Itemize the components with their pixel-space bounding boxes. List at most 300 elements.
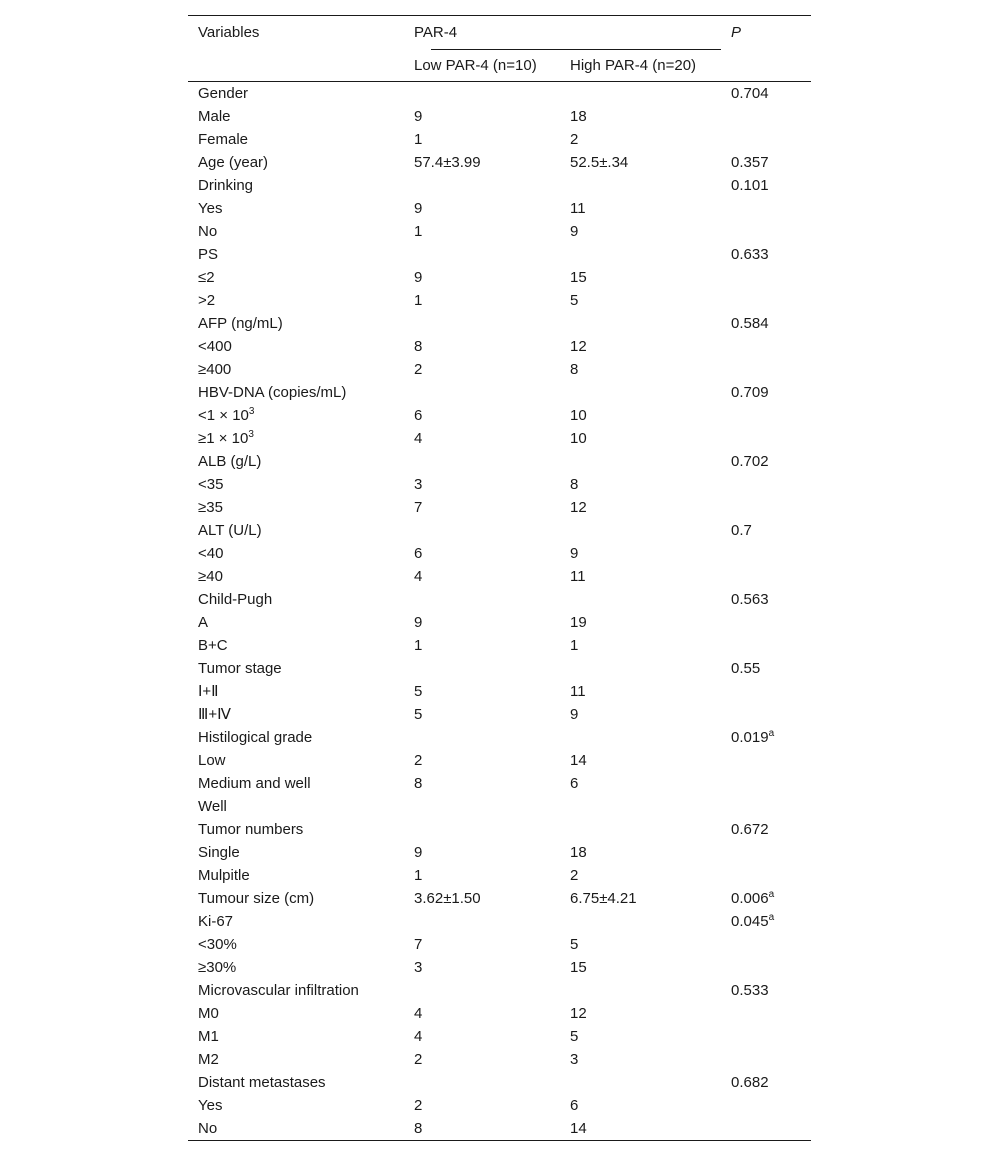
row-label-text: Gender	[198, 85, 249, 102]
row-label-text: Child-Pugh	[198, 591, 273, 608]
row-label	[188, 519, 404, 542]
high-par4-value	[560, 519, 721, 542]
table-row	[188, 657, 811, 680]
row-label	[188, 335, 404, 358]
p-value	[721, 795, 811, 818]
low-par4-value	[404, 726, 560, 749]
p-value	[721, 1071, 811, 1094]
p-value	[721, 1002, 811, 1025]
p-value	[721, 979, 811, 1002]
p-value	[721, 427, 811, 450]
table-row	[188, 979, 811, 1002]
high-par4-value	[560, 726, 721, 749]
significance-marker: a	[768, 889, 775, 900]
p-value	[721, 933, 811, 956]
high-par4-value: 5	[570, 292, 579, 309]
low-par4-value: 6	[414, 545, 423, 562]
row-label	[188, 151, 404, 174]
row-label-text: M2	[198, 1051, 219, 1068]
row-label	[188, 381, 404, 404]
row-label-text: >2	[198, 292, 216, 309]
table-row	[188, 473, 811, 496]
low-par4-value: 1	[414, 867, 423, 884]
high-par4-value: 18	[570, 844, 587, 861]
table-row	[188, 404, 811, 427]
high-par4-value	[560, 588, 721, 611]
table-row	[188, 887, 811, 910]
low-par4-value	[404, 174, 560, 197]
row-label	[188, 841, 404, 864]
row-label-text: Single	[198, 844, 240, 861]
row-label-text: <30%	[198, 936, 237, 953]
row-label-text: No	[198, 223, 218, 240]
row-label-text: Ⅲ+Ⅳ	[198, 706, 231, 723]
low-par4-value: 5	[414, 683, 423, 700]
row-label	[188, 289, 404, 312]
p-value-text: 0.563	[731, 591, 769, 608]
p-value	[721, 266, 811, 289]
label-superscript: 3	[248, 406, 255, 417]
p-value	[721, 680, 811, 703]
low-par4-value: 1	[414, 637, 423, 654]
table-body	[188, 82, 811, 1141]
p-value-text: 0.357	[731, 154, 769, 171]
p-value	[721, 887, 811, 910]
row-label	[188, 933, 404, 956]
row-label	[188, 864, 404, 887]
row-label-text: M1	[198, 1028, 219, 1045]
p-value	[721, 128, 811, 151]
table-row	[188, 105, 811, 128]
header-low-par4: Low PAR-4 (n=10)	[404, 49, 560, 82]
row-label	[188, 657, 404, 680]
p-value-text: 0.704	[731, 85, 769, 102]
row-label-text: Female	[198, 131, 249, 148]
p-value-text: 0.584	[731, 315, 769, 332]
table-row	[188, 749, 811, 772]
low-par4-value	[404, 818, 560, 841]
p-value	[721, 496, 811, 519]
p-value	[721, 864, 811, 887]
high-par4-value: 14	[560, 1117, 721, 1141]
p-value	[721, 335, 811, 358]
high-par4-value: 5	[570, 936, 579, 953]
row-label-text: ≤2	[198, 269, 215, 286]
row-label	[188, 358, 404, 381]
high-par4-value: 2	[570, 867, 579, 884]
header-high-par4: High PAR-4 (n=20)	[560, 49, 721, 82]
high-par4-value: 8	[570, 361, 579, 378]
low-par4-value: 9	[414, 200, 423, 217]
row-label-text: No	[198, 1120, 218, 1137]
table-row	[188, 1048, 811, 1071]
table-row	[188, 772, 811, 795]
table-row	[188, 519, 811, 542]
p-value	[721, 703, 811, 726]
p-value	[721, 151, 811, 174]
high-par4-value: 6	[570, 775, 579, 792]
row-label	[188, 1048, 404, 1071]
row-label	[188, 174, 404, 197]
row-label	[188, 795, 404, 818]
low-par4-value	[404, 243, 560, 266]
high-par4-value: 10	[570, 430, 587, 447]
table-row	[188, 910, 811, 933]
row-label	[188, 105, 404, 128]
high-par4-value: 18	[570, 108, 587, 125]
p-value	[721, 105, 811, 128]
table-row	[188, 634, 811, 657]
row-label-text: M0	[198, 1005, 219, 1022]
table-row	[188, 197, 811, 220]
table-row	[188, 1025, 811, 1048]
high-par4-value: 10	[570, 407, 587, 424]
row-label-text: Well	[198, 798, 227, 815]
high-par4-value: 11	[570, 200, 586, 217]
row-label	[188, 220, 404, 243]
row-label	[188, 910, 404, 933]
high-par4-value: 14	[570, 752, 587, 769]
row-label	[188, 427, 404, 450]
p-value	[721, 381, 811, 404]
high-par4-value: 19	[570, 614, 587, 631]
high-par4-value: 6.75±4.21	[570, 890, 637, 907]
p-value	[721, 611, 811, 634]
low-par4-value: 8	[414, 338, 423, 355]
row-label-text: Yes	[198, 200, 223, 217]
p-value-text: 0.019	[731, 729, 769, 746]
row-label-text: Tumor numbers	[198, 821, 304, 838]
p-value	[721, 450, 811, 473]
high-par4-value: 9	[570, 223, 579, 240]
high-par4-value: 8	[570, 476, 579, 493]
row-label-text: <40	[198, 545, 224, 562]
high-par4-value: 15	[570, 269, 587, 286]
row-label-text: Yes	[198, 1097, 223, 1114]
p-value-text: 0.533	[731, 982, 769, 999]
low-par4-value	[404, 657, 560, 680]
row-label-text: Tumor stage	[198, 660, 282, 677]
low-par4-value	[404, 979, 560, 1002]
row-label-text: Ⅰ+Ⅱ	[198, 683, 219, 700]
high-par4-value: 15	[570, 959, 587, 976]
low-par4-value: 3	[414, 476, 423, 493]
row-label	[188, 1117, 404, 1141]
header-group-rule	[431, 49, 721, 50]
row-label-text: AFP (ng/mL)	[198, 315, 283, 332]
p-value	[721, 473, 811, 496]
high-par4-value: 12	[570, 499, 587, 516]
p-value	[721, 749, 811, 772]
table-row	[188, 151, 811, 174]
p-value	[721, 519, 811, 542]
low-par4-value: 9	[414, 269, 423, 286]
row-label	[188, 634, 404, 657]
low-par4-value: 1	[414, 131, 423, 148]
table-row	[188, 358, 811, 381]
table-row	[188, 703, 811, 726]
low-par4-value: 9	[414, 108, 423, 125]
table-row	[188, 588, 811, 611]
table-row	[188, 864, 811, 887]
row-label-text: HBV-DNA (copies/mL)	[198, 384, 347, 401]
high-par4-value	[560, 174, 721, 197]
row-label-text: Age (year)	[198, 154, 269, 171]
row-label-text: ≥30%	[198, 959, 237, 976]
p-value	[721, 657, 811, 680]
high-par4-value: 9	[570, 545, 579, 562]
low-par4-value	[404, 82, 560, 106]
high-par4-value: 1	[570, 637, 579, 654]
table-row	[188, 82, 811, 106]
p-value-text: 0.101	[731, 177, 769, 194]
row-label-text: ≥40	[198, 568, 223, 585]
table-row	[188, 496, 811, 519]
row-label-text: ALT (U/L)	[198, 522, 262, 539]
low-par4-value: 3	[414, 959, 423, 976]
row-label	[188, 956, 404, 979]
row-label	[188, 496, 404, 519]
low-par4-value: 6	[414, 407, 423, 424]
p-value	[721, 1094, 811, 1117]
low-par4-value: 2	[414, 1097, 423, 1114]
low-par4-value: 9	[414, 614, 423, 631]
low-par4-value	[404, 519, 560, 542]
row-label-text: ≥35	[198, 499, 223, 516]
row-label-text: ≥1 × 10	[198, 430, 249, 447]
row-label	[188, 611, 404, 634]
p-value	[721, 243, 811, 266]
low-par4-value: 4	[414, 430, 423, 447]
high-par4-value	[560, 381, 721, 404]
low-par4-value: 4	[414, 568, 423, 585]
row-label	[188, 266, 404, 289]
p-value	[721, 772, 811, 795]
row-label	[188, 404, 404, 427]
high-par4-value	[560, 1071, 721, 1094]
table-row	[188, 243, 811, 266]
header-p: P	[721, 16, 811, 50]
table-row	[188, 841, 811, 864]
p-value	[721, 565, 811, 588]
row-label	[188, 588, 404, 611]
row-label-text: PS	[198, 246, 219, 263]
row-label-text: Microvascular infiltration	[198, 982, 359, 999]
high-par4-value	[560, 795, 721, 818]
table-row	[188, 565, 811, 588]
clinical-table	[188, 15, 811, 1141]
low-par4-value	[404, 588, 560, 611]
high-par4-value: 12	[570, 338, 587, 355]
header-variables: Variables	[188, 16, 404, 50]
p-value-text: 0.045	[731, 913, 769, 930]
table-row	[188, 174, 811, 197]
p-value-text: 0.672	[731, 821, 769, 838]
table-row	[188, 795, 811, 818]
row-label	[188, 473, 404, 496]
row-label	[188, 680, 404, 703]
low-par4-value: 2	[414, 361, 423, 378]
high-par4-value	[560, 818, 721, 841]
p-value	[721, 634, 811, 657]
significance-marker: a	[768, 728, 775, 739]
header-par4-label: PAR-4	[414, 24, 458, 41]
table-row	[188, 335, 811, 358]
row-label-text: Mulpitle	[198, 867, 250, 884]
high-par4-value	[560, 979, 721, 1002]
low-par4-value	[404, 795, 560, 818]
row-label	[188, 243, 404, 266]
row-label	[188, 197, 404, 220]
table-row	[188, 220, 811, 243]
row-label-text: Low	[198, 752, 226, 769]
high-par4-value: 52.5±.34	[570, 154, 629, 171]
low-par4-value: 4	[414, 1028, 423, 1045]
row-label-text: <400	[198, 338, 232, 355]
table-row	[188, 680, 811, 703]
low-par4-value: 1	[414, 292, 423, 309]
table-row	[188, 956, 811, 979]
p-value	[721, 358, 811, 381]
table-row	[188, 933, 811, 956]
p-value	[721, 841, 811, 864]
p-value	[721, 726, 811, 749]
row-label	[188, 818, 404, 841]
row-label	[188, 887, 404, 910]
low-par4-value	[404, 450, 560, 473]
p-value	[721, 956, 811, 979]
low-par4-value: 7	[414, 936, 423, 953]
p-value	[721, 818, 811, 841]
p-value	[721, 1025, 811, 1048]
table-header	[188, 16, 811, 82]
row-label-text: Drinking	[198, 177, 254, 194]
high-par4-value	[560, 312, 721, 335]
row-label	[188, 726, 404, 749]
low-par4-value	[404, 910, 560, 933]
table-row	[188, 427, 811, 450]
p-value	[721, 82, 811, 106]
table-row	[188, 818, 811, 841]
low-par4-value: 2	[414, 752, 423, 769]
row-label-text: Male	[198, 108, 231, 125]
p-value	[721, 404, 811, 427]
high-par4-value	[560, 657, 721, 680]
row-label	[188, 542, 404, 565]
low-par4-value	[404, 1071, 560, 1094]
row-label	[188, 1071, 404, 1094]
low-par4-value: 8	[414, 775, 423, 792]
row-label	[188, 565, 404, 588]
low-par4-value: 3.62±1.50	[414, 890, 481, 907]
row-label-text: Medium and well	[198, 775, 311, 792]
p-value	[721, 910, 811, 933]
p-value-text: 0.633	[731, 246, 769, 263]
table-row	[188, 542, 811, 565]
low-par4-value: 8	[404, 1117, 560, 1141]
row-label	[188, 749, 404, 772]
table-row	[188, 381, 811, 404]
header-par4-group	[404, 16, 721, 50]
low-par4-value: 9	[414, 844, 423, 861]
high-par4-value	[560, 450, 721, 473]
row-label-text: Ki-67	[198, 913, 234, 930]
row-label	[188, 128, 404, 151]
table-row	[188, 450, 811, 473]
high-par4-value	[560, 82, 721, 106]
p-value	[721, 1117, 811, 1141]
row-label	[188, 1025, 404, 1048]
header-empty-p	[721, 49, 811, 82]
p-value-text: 0.702	[731, 453, 769, 470]
p-value	[721, 220, 811, 243]
row-label	[188, 703, 404, 726]
row-label	[188, 979, 404, 1002]
table-row	[188, 1071, 811, 1094]
p-value	[721, 289, 811, 312]
high-par4-value: 11	[570, 683, 586, 700]
table-row	[188, 266, 811, 289]
table-row	[188, 726, 811, 749]
p-value	[721, 588, 811, 611]
table-row	[188, 1094, 811, 1117]
high-par4-value: 6	[570, 1097, 579, 1114]
high-par4-value	[560, 243, 721, 266]
high-par4-value	[560, 910, 721, 933]
significance-marker: a	[768, 912, 775, 923]
p-value	[721, 312, 811, 335]
high-par4-value: 11	[570, 568, 586, 585]
low-par4-value	[404, 312, 560, 335]
p-value-text: 0.55	[731, 660, 761, 677]
low-par4-value: 2	[414, 1051, 423, 1068]
row-label-text: A	[198, 614, 209, 631]
low-par4-value: 57.4±3.99	[414, 154, 481, 171]
row-label	[188, 450, 404, 473]
table-row	[188, 128, 811, 151]
high-par4-value: 9	[570, 706, 579, 723]
row-label-text: ALB (g/L)	[198, 453, 262, 470]
p-value	[721, 197, 811, 220]
high-par4-value: 12	[570, 1005, 587, 1022]
row-label-text: <35	[198, 476, 224, 493]
p-value	[721, 542, 811, 565]
label-superscript: 3	[248, 429, 254, 440]
header-empty	[188, 49, 404, 82]
row-label-text: B+C	[198, 637, 228, 654]
row-label-text: <1 × 10	[198, 407, 249, 424]
high-par4-value: 5	[570, 1028, 579, 1045]
high-par4-value: 3	[570, 1051, 579, 1068]
row-label-text: Tumour size (cm)	[198, 890, 315, 907]
row-label	[188, 1002, 404, 1025]
row-label-text: Histilogical grade	[198, 729, 313, 746]
row-label	[188, 82, 404, 106]
row-label-text: Distant metastases	[198, 1074, 326, 1091]
high-par4-value: 2	[570, 131, 579, 148]
low-par4-value: 1	[414, 223, 423, 240]
table-row	[188, 289, 811, 312]
p-value	[721, 1048, 811, 1071]
row-label	[188, 312, 404, 335]
p-value	[721, 174, 811, 197]
low-par4-value	[404, 381, 560, 404]
table-row	[188, 312, 811, 335]
p-value-text: 0.7	[731, 522, 752, 539]
low-par4-value: 7	[414, 499, 423, 516]
table-row	[188, 611, 811, 634]
p-value-text: 0.006	[731, 890, 769, 907]
